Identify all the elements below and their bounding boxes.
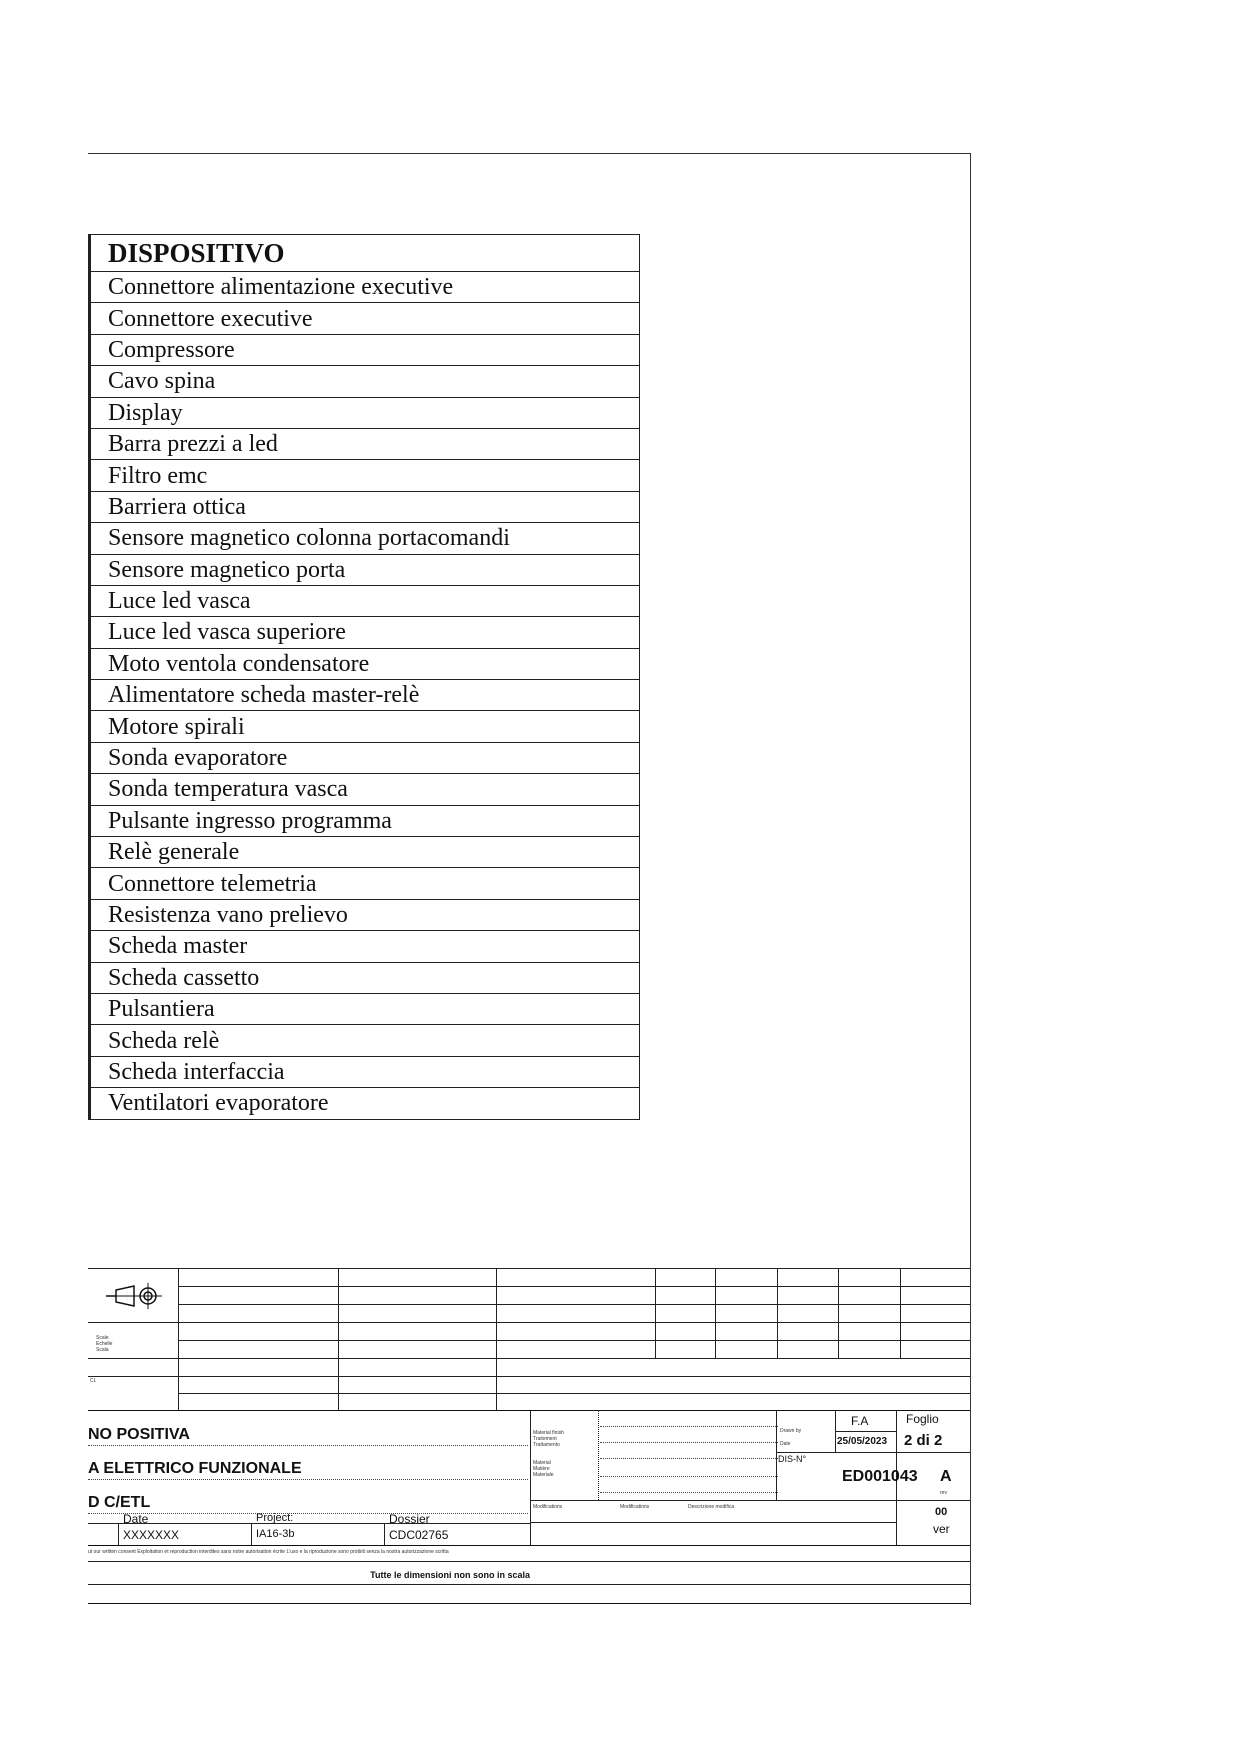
device-row [90,931,640,962]
grid-line [715,1268,716,1358]
device-name-cell: Connettore executive [90,303,640,334]
sheet-value: 2 di 2 [904,1432,943,1449]
project-label: Project: [256,1512,294,1524]
grid-line [776,1410,777,1500]
grid-line [88,1523,530,1524]
device-name-cell: Scheda interfaccia [90,1056,640,1087]
device-name-cell: Barra prezzi a led [90,428,640,459]
dotted-rule [600,1476,778,1477]
dotted-rule [88,1513,528,1514]
modifications-label-2: Modifications [620,1504,650,1510]
rev-letter: A [940,1468,952,1485]
device-name-cell: Sonda temperatura vasca [90,774,640,805]
material2-label-2: Matière [533,1466,550,1472]
ver-value: 00 [935,1506,948,1518]
device-name-cell: Sensore magnetico colonna portacomandi [90,523,640,554]
grid-line [598,1410,599,1500]
modifications-label-3: Descrizione modifica [688,1504,735,1510]
grid-line [530,1410,531,1545]
date-label: Date [123,1512,149,1526]
device-name-cell: Luce led vasca [90,585,640,616]
device-row [90,680,640,711]
grid-line [338,1268,339,1410]
scale-label-1: Scale [96,1335,109,1341]
device-name-cell: Luce led vasca superiore [90,617,640,648]
device-row [90,899,640,930]
grid-line [88,1561,970,1562]
title-line-1: NO POSITIVA [88,1426,190,1443]
dotted-rule [600,1458,778,1459]
scale-label-2: Echelle [96,1341,113,1347]
device-row [90,334,640,365]
material2-label-1: Material [533,1460,551,1466]
device-name-cell: Resistenza vano prelievo [90,899,640,930]
grid-line [838,1268,839,1358]
grid-line [776,1452,970,1453]
date-value: XXXXXXX [123,1528,180,1542]
footer-note: Tutte le dimensioni non sono in scala [370,1570,530,1580]
dossier-label: Dossier [389,1512,430,1526]
device-name-cell: Scheda relè [90,1025,640,1056]
dis-label: DIS-N° [778,1454,807,1464]
device-row [90,303,640,334]
device-name-cell: Motore spirali [90,711,640,742]
legal-notice: ut our written consent Exploitation et reproduction interdites sans notre autorisation écrite L'uso e la riproduzione sono proibiti senza la nostra autorizzazione scritta [88,1549,449,1555]
grid-line [88,1376,970,1377]
grid-line [384,1523,385,1545]
device-name-cell: Compressore [90,334,640,365]
device-name-cell: Display [90,397,640,428]
device-row [90,617,640,648]
device-row [90,774,640,805]
drawing-frame-top [88,153,970,154]
device-name-cell: Alimentatore scheda master-relè [90,680,640,711]
dotted-rule [600,1426,778,1427]
drawn-by-label: Drawn by [780,1428,802,1434]
device-name-cell: Scheda master [90,931,640,962]
material-label-1: Material finish [533,1430,564,1436]
grid-line [900,1268,901,1358]
cl-label: CL [90,1378,97,1384]
grid-line [178,1286,970,1287]
device-name-cell: Cavo spina [90,366,640,397]
project-value: IA16-3b [256,1528,295,1540]
device-row [90,1056,640,1087]
dotted-rule [600,1492,778,1493]
device-row [90,837,640,868]
device-name-cell: Scheda cassetto [90,962,640,993]
grid-line [777,1268,778,1358]
device-row [90,962,640,993]
device-row [90,554,640,585]
dis-value: ED001043 [842,1468,918,1485]
scale-label-3: Scala [96,1347,109,1353]
device-row [90,272,640,303]
drawn-by-value: F.A [851,1414,869,1428]
material-label-2: Traitement [533,1436,557,1442]
device-row [90,868,640,899]
device-row [90,397,640,428]
material-label-3: Trattamento [533,1442,560,1448]
device-name-cell: Connettore alimentazione executive [90,272,640,303]
device-name-cell: Pulsante ingresso programma [90,805,640,836]
device-row [90,742,640,773]
device-row [90,523,640,554]
device-name-cell: Sonda evaporatore [90,742,640,773]
grid-line [178,1268,179,1410]
grid-line [178,1340,970,1341]
title-line-2: A ELETTRICO FUNZIONALE [88,1460,302,1477]
device-row [90,460,640,491]
device-table [88,234,640,1120]
device-row [90,993,640,1024]
device-name-cell: Filtro emc [90,460,640,491]
device-row [90,428,640,459]
grid-line [178,1393,970,1394]
dotted-rule [88,1479,528,1480]
grid-line [178,1304,970,1305]
grid-line [88,1584,970,1585]
device-table-header: DISPOSITIVO [90,235,640,272]
device-name-cell: Relè generale [90,837,640,868]
device-row [90,711,640,742]
device-table-header-row [90,235,640,272]
drawing-frame-right [970,153,971,1605]
material2-label-3: Materiale [533,1472,554,1478]
grid-line [88,1358,970,1359]
device-name-cell: Connettore telemetria [90,868,640,899]
grid-line [896,1500,970,1501]
device-row [90,1025,640,1056]
projection-symbol-icon [104,1282,164,1310]
grid-line [88,1410,970,1411]
date-small-value: 25/05/2023 [837,1436,888,1447]
title-block [88,1268,970,1604]
device-row [90,1088,640,1119]
grid-line [88,1603,970,1604]
grid-line [496,1268,497,1410]
grid-line [118,1523,119,1545]
device-row [90,585,640,616]
title-line-3: D C/ETL [88,1494,151,1511]
dotted-rule [88,1445,528,1446]
device-name-cell: Pulsantiera [90,993,640,1024]
device-row [90,805,640,836]
device-row [90,366,640,397]
date-small-label: Date [780,1441,791,1447]
grid-line [88,1545,970,1546]
device-name-cell: Ventilatori evaporatore [90,1088,640,1119]
device-name-cell: Sensore magnetico porta [90,554,640,585]
dotted-rule [600,1442,778,1443]
grid-line [655,1268,656,1358]
dossier-value: CDC02765 [389,1528,449,1542]
grid-line [835,1431,896,1432]
sheet-label: Foglio [906,1412,939,1426]
device-row [90,648,640,679]
modifications-label-1: Modifications [533,1504,563,1510]
device-row [90,491,640,522]
ver-label: ver [933,1522,950,1536]
grid-line [251,1523,252,1545]
device-name-cell: Barriera ottica [90,491,640,522]
grid-line [530,1522,896,1523]
device-name-cell: Moto ventola condensatore [90,648,640,679]
rev-small-label: rev [940,1490,947,1496]
